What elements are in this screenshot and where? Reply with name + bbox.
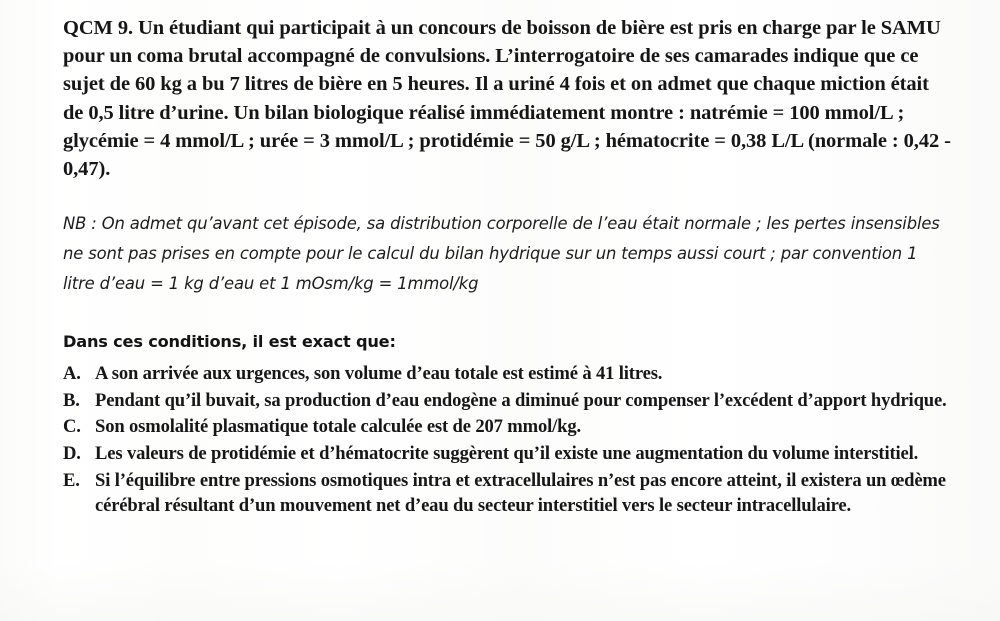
answer-option-b[interactable] (63, 388, 960, 414)
answer-option-e[interactable] (63, 468, 960, 519)
option-letter-d: D. (63, 443, 81, 464)
option-text-d: Les valeurs de protidémie et d’hématocrite suggèrent qu’il existe une augmentation du volume interstitiel. (95, 443, 919, 464)
answer-options-list (63, 361, 960, 519)
question-note: NB : On admet qu’avant cet épisode, sa distribution corporelle de l’eau était normale ; les pertes insensibles ne sont pas prises en compte pour le calcul du bilan hydrique sur un temps aussi court ; par convention 1 litre d’eau = 1 kg d’eau et 1 mOsm/kg = 1mmol/kg (63, 214, 940, 294)
option-text-b: Pendant qu’il buvait, sa production d’eau endogène a diminué pour compenser l’excédent d’apport hydrique. (95, 389, 947, 411)
option-letter-a: A. (63, 363, 81, 385)
question-stem: QCM 9. Un étudiant qui participait à un concours de boisson de bière est pris en charge par le SAMU pour un coma brutal accompagné de convulsions. L’interrogatoire de ses camarades indique que ce sujet de 60 kg a bu 7 litres de bière en 5 heures. Il a uriné 4 fois et on admet que chaque miction était de 0,5 litre d’urine. Un bilan biologique réalisé immédiatement montre : natrémie = 100 mmol/L ; glycémie = 4 mmol/L ; urée = 3 mmol/L ; protidémie = 50 g/L ; hématocrite = 0,38 L/L (normale : 0,42 - 0,47). (63, 17, 951, 181)
option-text-c: Son osmolalité plasmatique totale calculée est de 207 mmol/kg. (95, 416, 581, 438)
lead-in-text: Dans ces conditions, il est exact que: (63, 332, 396, 352)
answer-option-d[interactable] (63, 441, 960, 467)
option-letter-b: B. (63, 389, 80, 411)
answer-option-a[interactable] (63, 361, 960, 387)
option-letter-c: C. (63, 416, 81, 438)
option-text-a: A son arrivée aux urgences, son volume d’eau totale est estimé à 41 litres. (95, 363, 663, 385)
answer-option-c[interactable] (63, 414, 960, 440)
option-text-e: Si l’équilibre entre pressions osmotiques intra et extracellulaires n’est pas encore atteint, il existera un œdème cérébral résultant d’un mouvement net d’eau du secteur interstitiel vers le secteur intracellulaire. (95, 469, 946, 517)
option-letter-e: E. (63, 469, 80, 491)
